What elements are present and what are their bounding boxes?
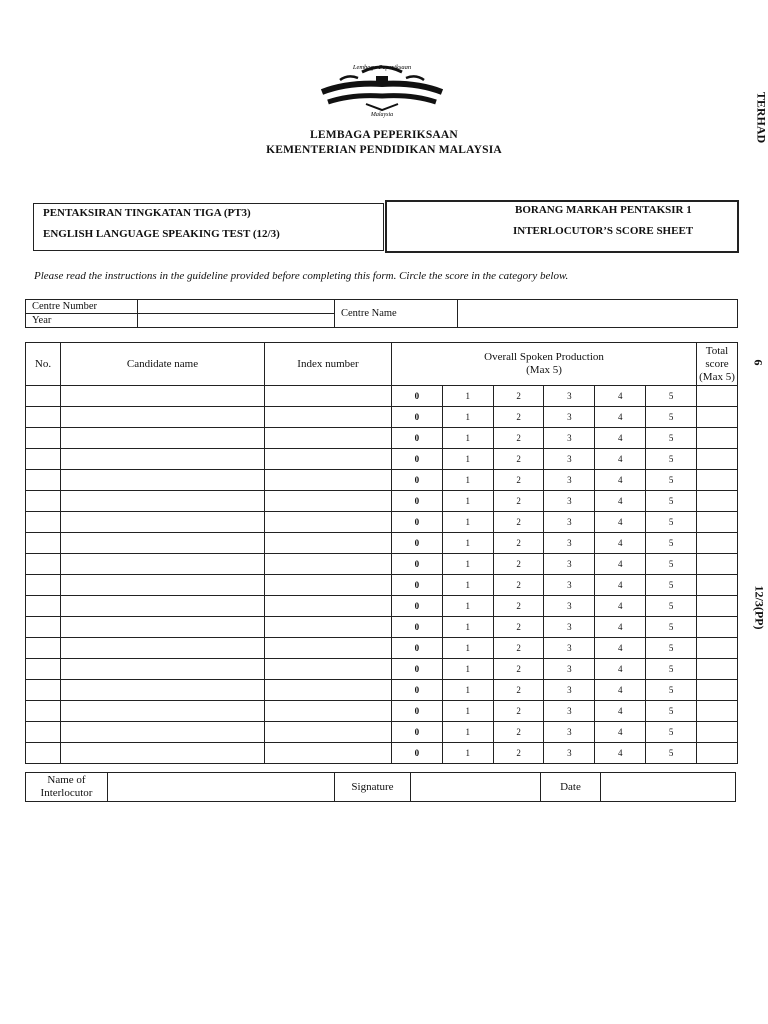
index-number-cell[interactable] xyxy=(265,659,392,680)
score-option-3[interactable]: 3 xyxy=(544,491,595,512)
score-option-1[interactable]: 1 xyxy=(442,407,493,428)
index-number-cell[interactable] xyxy=(265,596,392,617)
score-option-4[interactable]: 4 xyxy=(595,554,646,575)
score-option-2[interactable]: 2 xyxy=(493,575,544,596)
header-total-line2: score xyxy=(705,357,729,370)
score-option-2[interactable]: 2 xyxy=(493,638,544,659)
row-number-cell[interactable] xyxy=(26,659,61,680)
score-option-2[interactable]: 2 xyxy=(493,680,544,701)
table-row xyxy=(26,722,738,743)
name-label-line1: Name of xyxy=(47,774,86,786)
index-number-cell[interactable] xyxy=(265,449,392,470)
row-number-cell[interactable] xyxy=(26,701,61,722)
score-option-3[interactable]: 3 xyxy=(544,386,595,407)
score-option-3[interactable]: 3 xyxy=(544,554,595,575)
score-option-2[interactable]: 2 xyxy=(493,512,544,533)
score-option-4[interactable]: 4 xyxy=(595,680,646,701)
score-option-5[interactable]: 5 xyxy=(646,743,697,764)
name-label-line2: Interlocutor xyxy=(40,787,93,799)
row-number-cell[interactable] xyxy=(26,407,61,428)
candidate-name-cell[interactable] xyxy=(61,659,265,680)
row-number-cell[interactable] xyxy=(26,638,61,659)
table-row xyxy=(26,701,738,722)
score-option-3[interactable]: 3 xyxy=(544,743,595,764)
score-option-0[interactable]: 0 xyxy=(392,491,443,512)
table-row xyxy=(26,743,738,764)
row-number-cell[interactable] xyxy=(26,533,61,554)
score-option-2[interactable]: 2 xyxy=(493,449,544,470)
total-score-cell[interactable] xyxy=(697,407,738,428)
score-option-1[interactable]: 1 xyxy=(442,575,493,596)
score-option-2[interactable]: 2 xyxy=(493,701,544,722)
candidate-name-cell[interactable] xyxy=(61,743,265,764)
score-option-4[interactable]: 4 xyxy=(595,722,646,743)
row-number-cell[interactable] xyxy=(26,617,61,638)
score-option-1[interactable]: 1 xyxy=(442,491,493,512)
score-option-2[interactable]: 2 xyxy=(493,428,544,449)
total-score-cell[interactable] xyxy=(697,596,738,617)
score-option-0[interactable]: 0 xyxy=(392,638,443,659)
row-number-cell[interactable] xyxy=(26,386,61,407)
index-number-cell[interactable] xyxy=(265,743,392,764)
table-row xyxy=(26,533,738,554)
interlocutor-name-field[interactable] xyxy=(108,773,335,802)
row-number-cell[interactable] xyxy=(26,491,61,512)
score-option-4[interactable]: 4 xyxy=(595,407,646,428)
score-option-2[interactable]: 2 xyxy=(493,722,544,743)
score-option-1[interactable]: 1 xyxy=(442,680,493,701)
score-option-1[interactable]: 1 xyxy=(442,554,493,575)
date-field[interactable] xyxy=(601,773,736,802)
table-row xyxy=(26,491,738,512)
score-option-0[interactable]: 0 xyxy=(392,722,443,743)
table-row xyxy=(26,575,738,596)
score-option-5[interactable]: 5 xyxy=(646,491,697,512)
total-score-cell[interactable] xyxy=(697,659,738,680)
score-option-0[interactable]: 0 xyxy=(392,659,443,680)
score-option-4[interactable]: 4 xyxy=(595,575,646,596)
score-option-0[interactable]: 0 xyxy=(392,386,443,407)
score-option-4[interactable]: 4 xyxy=(595,596,646,617)
score-option-2[interactable]: 2 xyxy=(493,491,544,512)
score-option-5[interactable]: 5 xyxy=(646,680,697,701)
score-option-2[interactable]: 2 xyxy=(493,743,544,764)
candidate-name-cell[interactable] xyxy=(61,722,265,743)
header-overall-line1: Overall Spoken Production xyxy=(484,351,604,363)
header-candidate-name: Candidate name xyxy=(61,343,265,386)
candidate-name-cell[interactable] xyxy=(61,617,265,638)
index-number-cell[interactable] xyxy=(265,512,392,533)
candidate-name-cell[interactable] xyxy=(61,575,265,596)
index-number-cell[interactable] xyxy=(265,701,392,722)
total-score-cell[interactable] xyxy=(697,680,738,701)
score-option-5[interactable]: 5 xyxy=(646,596,697,617)
candidate-name-cell[interactable] xyxy=(61,470,265,491)
terhad-label: TERHAD xyxy=(754,91,768,144)
score-option-5[interactable]: 5 xyxy=(646,533,697,554)
score-option-4[interactable]: 4 xyxy=(595,470,646,491)
score-sheet-line2: INTERLOCUTOR’S SCORE SHEET xyxy=(513,225,694,237)
centre-number-label: Centre Number xyxy=(26,300,138,314)
header-no: No. xyxy=(26,343,61,386)
header-total-line3: (Max 5) xyxy=(699,370,735,383)
index-number-cell[interactable] xyxy=(265,470,392,491)
score-option-0[interactable]: 0 xyxy=(392,407,443,428)
score-option-1[interactable]: 1 xyxy=(442,449,493,470)
score-option-5[interactable]: 5 xyxy=(646,659,697,680)
svg-text:Lembaga Peperiksaan: Lembaga Peperiksaan xyxy=(352,64,412,71)
header-overall-line2: (Max 5) xyxy=(526,364,562,376)
index-number-cell[interactable] xyxy=(265,638,392,659)
signature-label: Signature xyxy=(335,773,411,802)
total-score-cell[interactable] xyxy=(697,386,738,407)
table-row xyxy=(26,617,738,638)
score-option-3[interactable]: 3 xyxy=(544,638,595,659)
score-option-4[interactable]: 4 xyxy=(595,428,646,449)
row-number-cell[interactable] xyxy=(26,596,61,617)
total-score-cell[interactable] xyxy=(697,491,738,512)
score-option-3[interactable]: 3 xyxy=(544,512,595,533)
total-score-cell[interactable] xyxy=(697,638,738,659)
score-option-4[interactable]: 4 xyxy=(595,533,646,554)
instruction-text: Please read the instructions in the guideline provided before completing this form. Circle the score in the category below. xyxy=(34,270,569,282)
score-option-5[interactable]: 5 xyxy=(646,575,697,596)
header-index-number: Index number xyxy=(265,343,392,386)
year-label: Year xyxy=(26,314,138,328)
total-score-cell[interactable] xyxy=(697,449,738,470)
total-score-cell[interactable] xyxy=(697,575,738,596)
signature-field[interactable] xyxy=(411,773,541,802)
index-number-cell[interactable] xyxy=(265,407,392,428)
row-number-cell[interactable] xyxy=(26,722,61,743)
total-score-cell[interactable] xyxy=(697,512,738,533)
org-line-2: KEMENTERIAN PENDIDIKAN MALAYSIA xyxy=(266,144,502,156)
score-option-5[interactable]: 5 xyxy=(646,386,697,407)
score-option-4[interactable]: 4 xyxy=(595,491,646,512)
score-option-1[interactable]: 1 xyxy=(442,722,493,743)
table-row xyxy=(26,512,738,533)
header-total-line1: Total xyxy=(705,344,729,357)
score-option-1[interactable]: 1 xyxy=(442,617,493,638)
candidate-name-cell[interactable] xyxy=(61,386,265,407)
score-option-5[interactable]: 5 xyxy=(646,554,697,575)
score-option-5[interactable]: 5 xyxy=(646,638,697,659)
row-number-cell[interactable] xyxy=(26,680,61,701)
centre-name-label: Centre Name xyxy=(335,300,458,328)
candidate-name-cell[interactable] xyxy=(61,491,265,512)
svg-text:Malaysia: Malaysia xyxy=(370,112,394,118)
index-number-cell[interactable] xyxy=(265,386,392,407)
total-score-cell[interactable] xyxy=(697,470,738,491)
candidate-name-cell[interactable] xyxy=(61,449,265,470)
score-option-2[interactable]: 2 xyxy=(493,386,544,407)
score-option-1[interactable]: 1 xyxy=(442,743,493,764)
table-row xyxy=(26,407,738,428)
score-option-5[interactable]: 5 xyxy=(646,512,697,533)
score-table xyxy=(25,342,738,764)
score-option-4[interactable]: 4 xyxy=(595,449,646,470)
total-score-cell[interactable] xyxy=(697,701,738,722)
score-option-0[interactable]: 0 xyxy=(392,701,443,722)
test-title-line1: PENTAKSIRAN TINGKATAN TIGA (PT3) xyxy=(43,207,251,219)
interlocutor-table xyxy=(25,772,736,802)
row-number-cell[interactable] xyxy=(26,512,61,533)
total-score-cell[interactable] xyxy=(697,722,738,743)
score-option-4[interactable]: 4 xyxy=(595,701,646,722)
score-option-3[interactable]: 3 xyxy=(544,701,595,722)
score-option-2[interactable]: 2 xyxy=(493,659,544,680)
table-row xyxy=(26,638,738,659)
score-option-1[interactable]: 1 xyxy=(442,470,493,491)
index-number-cell[interactable] xyxy=(265,617,392,638)
score-option-0[interactable]: 0 xyxy=(392,554,443,575)
score-option-2[interactable]: 2 xyxy=(493,554,544,575)
score-option-4[interactable]: 4 xyxy=(595,512,646,533)
row-number-cell[interactable] xyxy=(26,575,61,596)
paper-code: 12/3(PP) xyxy=(752,585,767,630)
row-number-cell[interactable] xyxy=(26,743,61,764)
index-number-cell[interactable] xyxy=(265,554,392,575)
index-number-cell[interactable] xyxy=(265,533,392,554)
candidate-name-cell[interactable] xyxy=(61,533,265,554)
score-option-5[interactable]: 5 xyxy=(646,701,697,722)
score-option-0[interactable]: 0 xyxy=(392,428,443,449)
total-score-cell[interactable] xyxy=(697,743,738,764)
score-option-1[interactable]: 1 xyxy=(442,638,493,659)
candidate-name-cell[interactable] xyxy=(61,407,265,428)
total-score-cell[interactable] xyxy=(697,533,738,554)
date-label: Date xyxy=(541,773,601,802)
score-option-0[interactable]: 0 xyxy=(392,449,443,470)
score-option-3[interactable]: 3 xyxy=(544,617,595,638)
score-option-5[interactable]: 5 xyxy=(646,617,697,638)
row-number-cell[interactable] xyxy=(26,428,61,449)
candidate-name-cell[interactable] xyxy=(61,596,265,617)
page-number: 6 xyxy=(751,359,766,366)
candidate-name-cell[interactable] xyxy=(61,638,265,659)
score-option-1[interactable]: 1 xyxy=(442,701,493,722)
candidate-name-cell[interactable] xyxy=(61,554,265,575)
score-option-1[interactable]: 1 xyxy=(442,428,493,449)
score-option-3[interactable]: 3 xyxy=(544,533,595,554)
year-field[interactable] xyxy=(138,314,335,328)
centre-info-table xyxy=(25,299,738,328)
table-row xyxy=(26,680,738,701)
total-score-cell[interactable] xyxy=(697,428,738,449)
score-option-1[interactable]: 1 xyxy=(442,596,493,617)
score-option-3[interactable]: 3 xyxy=(544,722,595,743)
org-line-1: LEMBAGA PEPERIKSAAN xyxy=(310,129,458,141)
test-title-box xyxy=(33,203,384,251)
score-option-4[interactable]: 4 xyxy=(595,617,646,638)
score-option-5[interactable]: 5 xyxy=(646,428,697,449)
score-option-3[interactable]: 3 xyxy=(544,449,595,470)
score-option-5[interactable]: 5 xyxy=(646,407,697,428)
total-score-cell[interactable] xyxy=(697,554,738,575)
index-number-cell[interactable] xyxy=(265,491,392,512)
score-option-0[interactable]: 0 xyxy=(392,596,443,617)
table-row xyxy=(26,449,738,470)
score-option-0[interactable]: 0 xyxy=(392,470,443,491)
row-number-cell[interactable] xyxy=(26,449,61,470)
score-option-1[interactable]: 1 xyxy=(442,512,493,533)
score-option-4[interactable]: 4 xyxy=(595,638,646,659)
score-option-2[interactable]: 2 xyxy=(493,617,544,638)
score-option-0[interactable]: 0 xyxy=(392,680,443,701)
score-option-3[interactable]: 3 xyxy=(544,680,595,701)
score-option-4[interactable]: 4 xyxy=(595,743,646,764)
centre-number-field[interactable] xyxy=(138,300,335,314)
total-score-cell[interactable] xyxy=(697,617,738,638)
score-option-0[interactable]: 0 xyxy=(392,575,443,596)
candidate-name-cell[interactable] xyxy=(61,428,265,449)
candidate-name-cell[interactable] xyxy=(61,512,265,533)
test-title-line2: ENGLISH LANGUAGE SPEAKING TEST (12/3) xyxy=(43,228,280,240)
score-option-0[interactable]: 0 xyxy=(392,512,443,533)
score-option-2[interactable]: 2 xyxy=(493,596,544,617)
table-row xyxy=(26,470,738,491)
index-number-cell[interactable] xyxy=(265,575,392,596)
score-option-1[interactable]: 1 xyxy=(442,533,493,554)
score-option-3[interactable]: 3 xyxy=(544,428,595,449)
score-option-3[interactable]: 3 xyxy=(544,596,595,617)
score-option-4[interactable]: 4 xyxy=(595,386,646,407)
index-number-cell[interactable] xyxy=(265,680,392,701)
score-option-2[interactable]: 2 xyxy=(493,470,544,491)
score-sheet-title-box xyxy=(385,200,739,253)
score-option-3[interactable]: 3 xyxy=(544,575,595,596)
score-option-1[interactable]: 1 xyxy=(442,659,493,680)
table-row xyxy=(26,596,738,617)
score-option-4[interactable]: 4 xyxy=(595,659,646,680)
score-sheet-line1: BORANG MARKAH PENTAKSIR 1 xyxy=(515,204,692,216)
header-overall-spoken-production xyxy=(392,343,697,386)
score-option-5[interactable]: 5 xyxy=(646,449,697,470)
table-row xyxy=(26,554,738,575)
score-option-0[interactable]: 0 xyxy=(392,533,443,554)
lembaga-peperiksaan-logo xyxy=(318,58,446,118)
score-option-2[interactable]: 2 xyxy=(493,407,544,428)
centre-name-field[interactable] xyxy=(458,300,738,328)
index-number-cell[interactable] xyxy=(265,428,392,449)
candidate-name-cell[interactable] xyxy=(61,701,265,722)
row-number-cell[interactable] xyxy=(26,470,61,491)
table-row xyxy=(26,428,738,449)
table-row xyxy=(26,659,738,680)
score-option-0[interactable]: 0 xyxy=(392,743,443,764)
candidate-name-cell[interactable] xyxy=(61,680,265,701)
row-number-cell[interactable] xyxy=(26,554,61,575)
score-option-3[interactable]: 3 xyxy=(544,407,595,428)
table-row xyxy=(26,386,738,407)
score-option-5[interactable]: 5 xyxy=(646,470,697,491)
score-option-0[interactable]: 0 xyxy=(392,617,443,638)
header-total-score xyxy=(697,343,738,386)
score-option-2[interactable]: 2 xyxy=(493,533,544,554)
score-option-5[interactable]: 5 xyxy=(646,722,697,743)
score-option-3[interactable]: 3 xyxy=(544,659,595,680)
index-number-cell[interactable] xyxy=(265,722,392,743)
interlocutor-name-label xyxy=(26,773,108,802)
score-option-3[interactable]: 3 xyxy=(544,470,595,491)
score-option-1[interactable]: 1 xyxy=(442,386,493,407)
